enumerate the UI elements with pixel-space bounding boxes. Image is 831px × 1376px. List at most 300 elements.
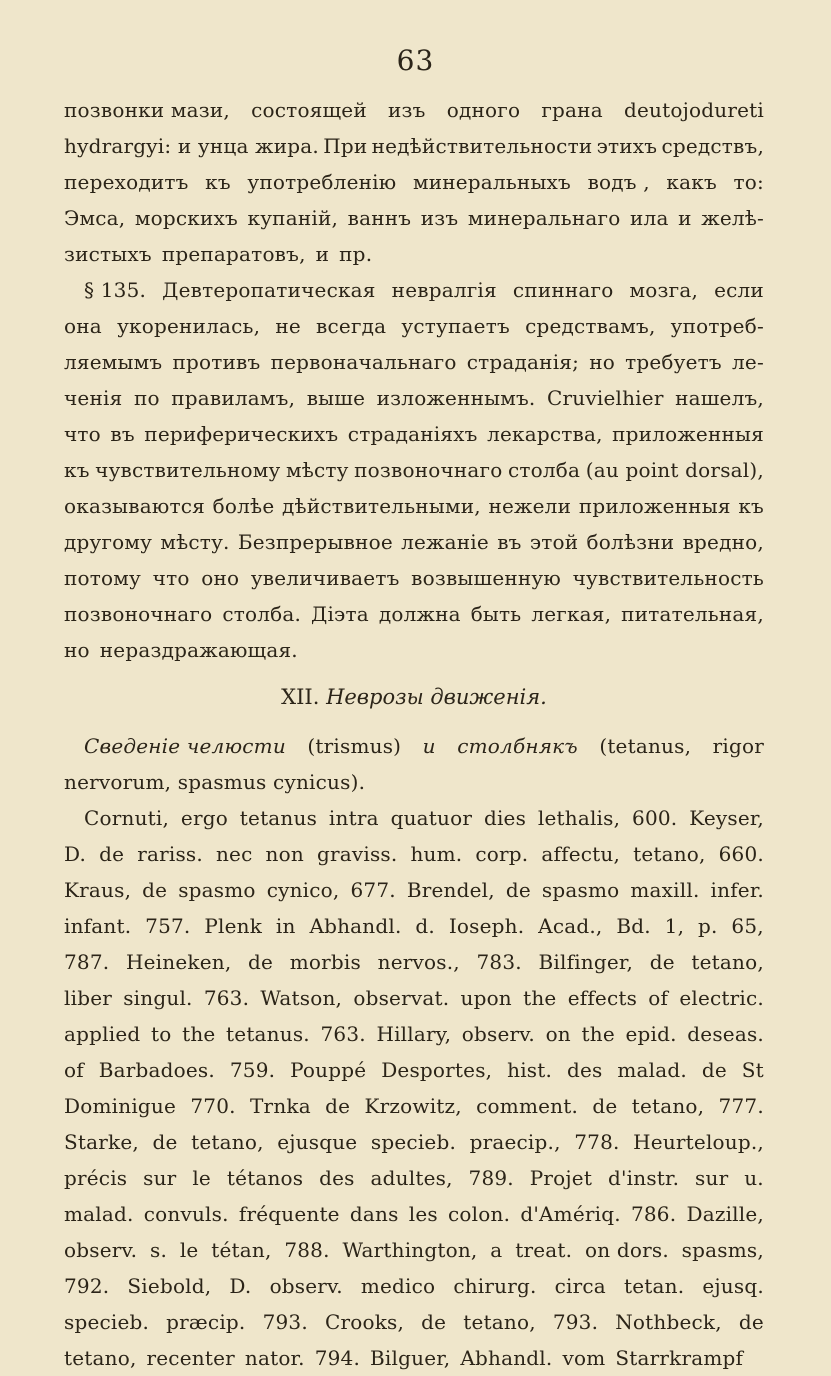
word: d'Amériq. [520,1202,621,1226]
word: colon. [448,1202,511,1226]
word: мѣсту [285,458,349,482]
term-tetanus-latin: (tetanus, [599,734,692,758]
word: Pouppé [290,1058,367,1082]
word: противъ [172,350,261,374]
word: Heurteloup., [633,1130,764,1154]
word: intra [328,806,379,830]
text-line [64,872,764,908]
word: speciеb. [370,1130,457,1154]
word: ejusque [277,1130,358,1154]
word: возвышенную [411,566,561,590]
word: не [275,314,301,338]
word: первоначальнаго [270,350,457,374]
word: пр. [339,242,373,266]
word: electric. [679,986,764,1010]
word: чувствительному [95,458,281,482]
text-line [64,416,764,452]
word: medico [360,1274,436,1298]
word: укоренилась, [117,314,261,338]
word: позвоночнаго [64,602,213,626]
page-body [64,92,764,1376]
word: оно [201,566,240,590]
word: s. [149,1238,168,1262]
word: что [152,566,190,590]
word: 786. [630,1202,677,1226]
word: страданія; [466,350,580,374]
word: ergo [180,806,228,830]
word: страданіяхъ [347,422,478,446]
word: къ [738,494,764,518]
word: vom [562,1346,606,1370]
text-line [64,728,764,764]
word: изложеннымъ. [376,386,536,410]
word: другому [64,530,153,554]
word: периферическихъ [144,422,339,446]
word: но [589,350,615,374]
word: оказываются [64,494,205,518]
term-continued: nervorum, spasmus cynicus). [64,770,366,794]
word: de [505,878,531,902]
word: позвонки мази, [64,98,230,122]
page-number: 63 [396,44,435,77]
section-heading [64,670,764,724]
word: chirurg. [453,1274,537,1298]
word: грана [541,98,603,122]
word: tetano, [191,1130,264,1154]
word: питательная, [621,602,764,626]
word: infer. [710,878,764,902]
word: Plenk [204,914,263,938]
word: affectu, [541,842,621,866]
conjunction: и [422,734,436,758]
word: deutojodureti [624,98,764,122]
word: Bd. [616,914,651,938]
text-line [64,1088,764,1124]
word: de [421,1310,447,1334]
word: hist. [507,1058,553,1082]
word: Bilguer, [370,1346,451,1370]
text-line [64,236,764,272]
word: the [581,1022,615,1046]
word: le [179,1238,199,1262]
word: состоящей [251,98,367,122]
word: tetanus [239,806,318,830]
word: 787. [64,950,110,974]
word: ле- [732,350,764,374]
text-line [64,308,764,344]
word: она [64,314,102,338]
word: употребленію [247,170,397,194]
word: de [248,950,274,974]
word: Nothbeck, [615,1310,722,1334]
word: препаратовъ, [161,242,306,266]
word: средствамъ, [525,314,656,338]
text-line [64,596,764,632]
word: graviss. [316,842,398,866]
word: quatuor [390,806,473,830]
word: болѣе [212,494,275,518]
word: 763. [320,1022,366,1046]
word: Krzowitz, [364,1094,462,1118]
word: de [649,950,675,974]
word: observ. [269,1274,343,1298]
word: d'instr. [607,1166,680,1190]
word: Девтеропатическая [162,278,376,302]
word: одного [446,98,521,122]
word: cynico, [266,878,340,902]
word: ченія [64,386,123,410]
word: то: [733,170,764,194]
word: spasmo [541,878,620,902]
word: spasms, [681,1238,764,1262]
word: observ. [461,1022,535,1046]
text-line [64,980,764,1016]
word: по [133,386,160,410]
word: treat. [515,1238,573,1262]
word: Abhandl. [460,1346,553,1370]
word: les [408,1202,438,1226]
word: нежели [488,494,572,518]
word: Діэта [311,602,369,626]
word: observat. [353,986,450,1010]
word: недѣйствительности [371,134,593,158]
word: lethalis, [537,806,621,830]
word: adultes, [370,1166,453,1190]
word: § 135. [84,278,147,302]
word: къ [64,458,90,482]
word: этихъ [596,134,658,158]
word: u. [744,1166,764,1190]
word: maxill. [630,878,700,902]
word: Heineken, [126,950,232,974]
word: de [152,1130,178,1154]
term-trismus-ru: Сведеніе челюсти [84,734,286,758]
text-line [64,128,764,164]
word: изъ [388,98,426,122]
word: 677. [350,878,396,902]
word: sur [143,1166,177,1190]
text-line [64,452,764,488]
word: tetanus. [226,1022,310,1046]
word: p. [698,914,718,938]
text-line [64,524,764,560]
text-line [64,344,764,380]
word: infant. [64,914,132,938]
word: tetano, [463,1310,536,1334]
word: Starke, [64,1130,139,1154]
word: ила [630,206,669,230]
word: D. [229,1274,252,1298]
word: чувствительность [572,566,764,590]
word: the [523,986,557,1010]
word: и [678,206,692,230]
section-title: Неврозы движенія. [326,685,547,709]
text-line [64,908,764,944]
word: Acad., [538,914,603,938]
word: употреб- [670,314,764,338]
word: of [648,986,669,1010]
word: on [545,1022,571,1046]
word: увеличиваетъ [250,566,400,590]
word: но [64,638,90,662]
word: 793. [552,1310,599,1334]
word: d. [415,914,435,938]
word: spasmo [178,878,256,902]
text-line [64,200,764,236]
word: 777. [718,1094,764,1118]
word: Keyser, [689,806,764,830]
word: Ioseph. [448,914,525,938]
word: 600. [632,806,678,830]
word: минеральнаго [467,206,621,230]
word: fréquente [238,1202,340,1226]
word: observ. [64,1238,138,1262]
word: a [490,1238,503,1262]
term-rigor: rigor [712,734,764,758]
word: нераздражающая. [99,638,298,662]
word: къ [205,170,231,194]
word: Cornuti, [84,806,170,830]
word: мозга, [629,278,698,302]
text-line [64,1124,764,1160]
word: морскихъ [134,206,238,230]
text-line [64,632,764,668]
word: D. [64,842,87,866]
word: 759. [229,1058,276,1082]
word: de [592,1094,618,1118]
word: 788. [284,1238,330,1262]
word: вредно, [682,530,764,554]
word: этой [529,530,579,554]
paragraph-135 [64,272,764,668]
text-line [64,92,764,128]
word: правиламъ, [171,386,296,410]
word: При [323,134,368,158]
word: Dazille, [686,1202,764,1226]
word: водъ , [587,170,650,194]
word: morbis [289,950,361,974]
word: должна [378,602,461,626]
word: tetano, [64,1346,137,1370]
word: Bilfinger, [538,950,634,974]
word: des [319,1166,355,1190]
word: переходитъ [64,170,189,194]
word: nervos., [377,950,460,974]
word: præcip. [166,1310,246,1334]
text-line [64,488,764,524]
word: de [701,1058,727,1082]
word: tétan, [211,1238,272,1262]
section-numeral: XII. [281,685,320,709]
text-line [64,1304,764,1340]
text-line [64,944,764,980]
word: Barbadoes. [98,1058,215,1082]
text-line [64,1052,764,1088]
word: Dominigue [64,1094,177,1118]
text-line [64,1160,764,1196]
word: applied [64,1022,141,1046]
word: comment. [476,1094,579,1118]
word: on dors. [584,1238,669,1262]
word: минеральныхъ [412,170,571,194]
word: купаній, [247,206,339,230]
text-line [64,1232,764,1268]
word: Cruvielhier [547,386,664,410]
word: 793. [262,1310,308,1334]
word: to [150,1022,172,1046]
word: de [142,878,168,902]
word: потому [64,566,142,590]
word: 660. [718,842,764,866]
term-trismus-latin: (trismus) [307,734,402,758]
text-line [64,272,764,308]
word: какъ [666,170,717,194]
word: malad. [64,1202,134,1226]
word: hum. [410,842,463,866]
word: tetano, [631,1094,705,1118]
word: столба. [222,602,302,626]
text-line [64,164,764,200]
word: если [714,278,764,302]
word: sur [695,1166,729,1190]
word: tetano, [633,842,706,866]
word: Desportes, [381,1058,493,1082]
word: въ [497,530,522,554]
word: Kraus, [64,878,132,902]
text-line [64,1340,764,1376]
text-line [64,764,764,800]
word: recenter [146,1346,235,1370]
word: болѣзни [586,530,675,554]
word: ejusq. [702,1274,764,1298]
word: уступаетъ [401,314,510,338]
word: Warthington, [342,1238,478,1262]
word: of [64,1058,84,1082]
word: Projet [529,1166,593,1190]
word: dies [483,806,527,830]
word: нашелъ, [675,386,764,410]
word: 757. [145,914,191,938]
word: singul. [123,986,193,1010]
word: corp. [475,842,529,866]
word: le [192,1166,211,1190]
word: и [315,242,330,266]
text-line [64,800,764,836]
text-line [64,1268,764,1304]
word: tétanos [226,1166,304,1190]
word: Watson, [260,986,343,1010]
word: malad. [617,1058,687,1082]
word: 778. [574,1130,620,1154]
word: 794. [314,1346,361,1370]
word: de [738,1310,764,1334]
word: tetan. [624,1274,685,1298]
text-line [64,560,764,596]
word: in [275,914,296,938]
word: спиннаго [512,278,614,302]
word: St [741,1058,764,1082]
term-tetanus-ru: столбнякъ [457,734,578,758]
text-line [64,836,764,872]
word: Siebold, [127,1274,212,1298]
word: лекарства, [487,422,603,446]
paragraph-continuation [64,92,764,272]
word: Эмса, [64,206,126,230]
word: Brendel, [406,878,495,902]
word: 763. [203,986,250,1010]
word: Starrkrampf [615,1346,744,1370]
word: 65, [731,914,764,938]
word: non [265,842,304,866]
word: 789. [468,1166,514,1190]
word: требуетъ [625,350,722,374]
word: liber [64,986,112,1010]
text-line [64,1196,764,1232]
word: Abhandl. [309,914,402,938]
word: позвоночнаго [354,458,503,482]
word: ляемымъ [64,350,163,374]
word: de [99,842,125,866]
word: dans [349,1202,399,1226]
word: выше [306,386,366,410]
word: praecip., [469,1130,561,1154]
word: 783. [476,950,522,974]
word: des [566,1058,603,1082]
word: (au point dorsal), [585,458,764,482]
word: epid. [625,1022,677,1046]
word: effects [567,986,638,1010]
word: specieb. [64,1310,150,1334]
word: rariss. [137,842,203,866]
word: всегда [316,314,387,338]
word: hydrargyi: и унца жира. [64,134,319,158]
text-line [64,380,764,416]
word: upon [460,986,512,1010]
word: изъ [420,206,459,230]
word: что [64,422,101,446]
word: невралгія [391,278,497,302]
word: 770. [190,1094,236,1118]
word: лежаніе [401,530,489,554]
word: convuls. [143,1202,229,1226]
word: circa [554,1274,606,1298]
word: deseas. [687,1022,764,1046]
word: Crooks, [324,1310,405,1334]
word: зистыхъ [64,242,152,266]
word: легкая, [531,602,612,626]
word: быть [470,602,522,626]
word: столба [508,458,581,482]
word: ваннъ [347,206,412,230]
paragraph-bibliography [64,800,764,1376]
word: приложенныя [578,494,731,518]
word: the [182,1022,216,1046]
word: дѣйствительными, [282,494,481,518]
word: tetano, [691,950,764,974]
word: Trnka [250,1094,311,1118]
word: nator. [244,1346,305,1370]
word: 792. [64,1274,110,1298]
text-line [64,1016,764,1052]
word: мѣсту. [160,530,230,554]
word: de [325,1094,351,1118]
word: Hillary, [376,1022,452,1046]
word: приложенныя [612,422,764,446]
word: въ [110,422,135,446]
word: Безпрерывное [237,530,393,554]
word: nec [215,842,253,866]
word: précis [64,1166,128,1190]
